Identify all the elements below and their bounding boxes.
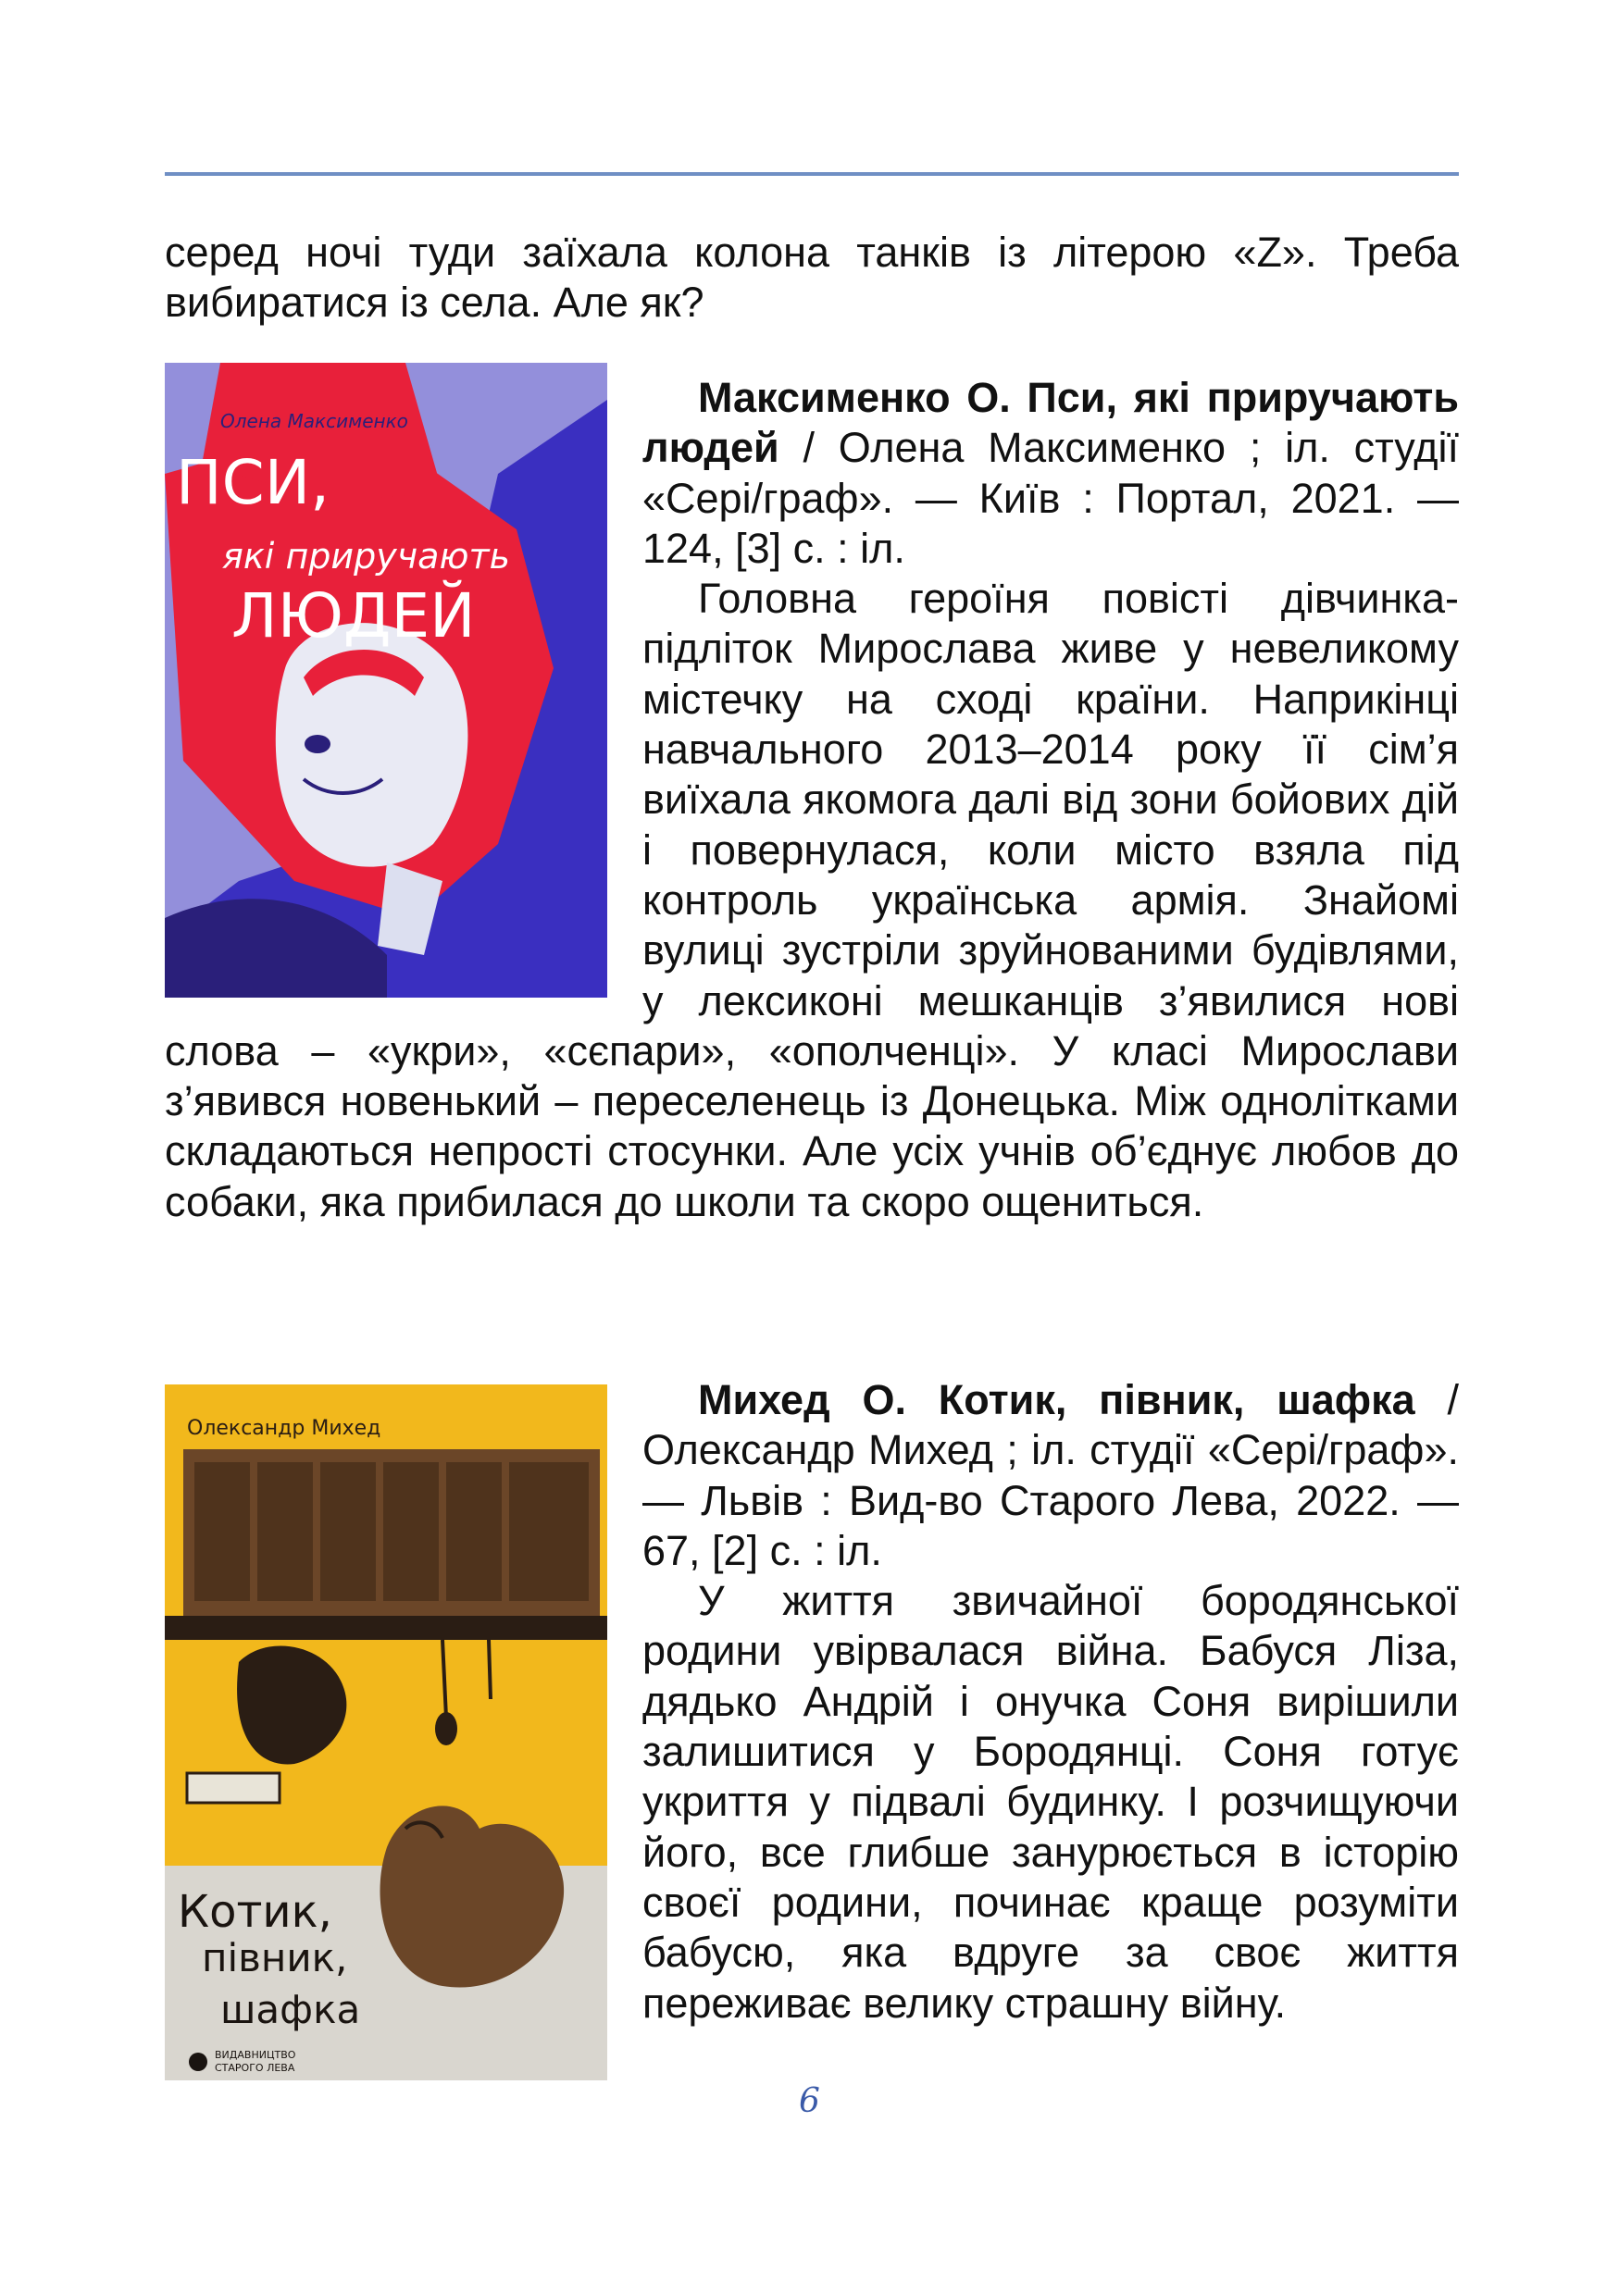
cover-title-line3: ЛЮДЕЙ [231,580,476,652]
book-title: Максименко О. Пси, які приручають людей [642,374,1459,472]
cover-title-line1: Котик, [178,1886,332,1938]
book-description: Головна героїня повісті дівчинка-підліток Мирослава живе у невеликому містечку на сході країни. Наприкінці навчального 2013–2014 року її сім’я виїхала якомога далі від зони бойових дій і повернулася, коли місто взяла під контроль українська армія. Знайомі вулиці зустріли зруйнованими будівлями, у лексиконі мешканців з’явилися нові слова – «укри», «сєпари», «ополченці». У класі Мирослави з’явився новенький – переселенець із Донецька. Між однолітками складаються непрості стосунки. Але усіх учнів об’єднує любов до собаки, яка прибилася до школи та скоро ощениться. [165,575,1459,1225]
book-bibliographic: / Олександр Михед ; іл. студії «Серi/граф». — Львів : Вид-во Старого Лева, 2022. — 67, [2] с. : іл. [642,1376,1459,1574]
book-description: У життя звичайної бородянської родини увірвалася війна. Бабуся Ліза, дядько Андрій і онучка Соня вирішили залишитися у Бородянці. Соня готує укриття у підвалі будинку. І розчищуючи його, все глибше занурюється в історію своєї родини, починає краще розуміти бабусю, яка вдруге за своє життя переживає велику страшну війну. [642,1577,1459,2027]
cover-publisher-line2: СТАРОГО ЛЕВА [215,2062,295,2074]
book-entry-psy [165,373,1459,1227]
book-title: Михед О. Котик, півник, шафка [698,1376,1415,1423]
book-entry-kotyk [165,1375,1459,2097]
book-bibliographic: / Олена Максименко ; іл. студії «Серi/граф». — Київ : Портал, 2021. — 124, [3] с. : іл. [642,424,1459,572]
intro-paragraph: серед ночі туди заїхала колона танків із літерою «Z». Треба вибиратися із села. Але як? [165,229,1459,326]
float-spacer [165,373,642,1000]
cover-publisher-line1: ВИДАВНИЦТВО [215,2049,296,2061]
float-spacer [165,1375,642,2097]
cover-title-line1: ПСИ, [176,447,330,518]
cover-author: Олександр Михед [187,1417,381,1440]
cover-title-line3: шафка [220,1987,361,2032]
page-number: 6 [799,2082,820,2120]
top-rule [165,172,1459,176]
cover-title-line2: які приручають [222,536,510,577]
cover-author: Олена Максименко [220,410,408,432]
cover-title-line2: півник, [202,1935,348,1980]
